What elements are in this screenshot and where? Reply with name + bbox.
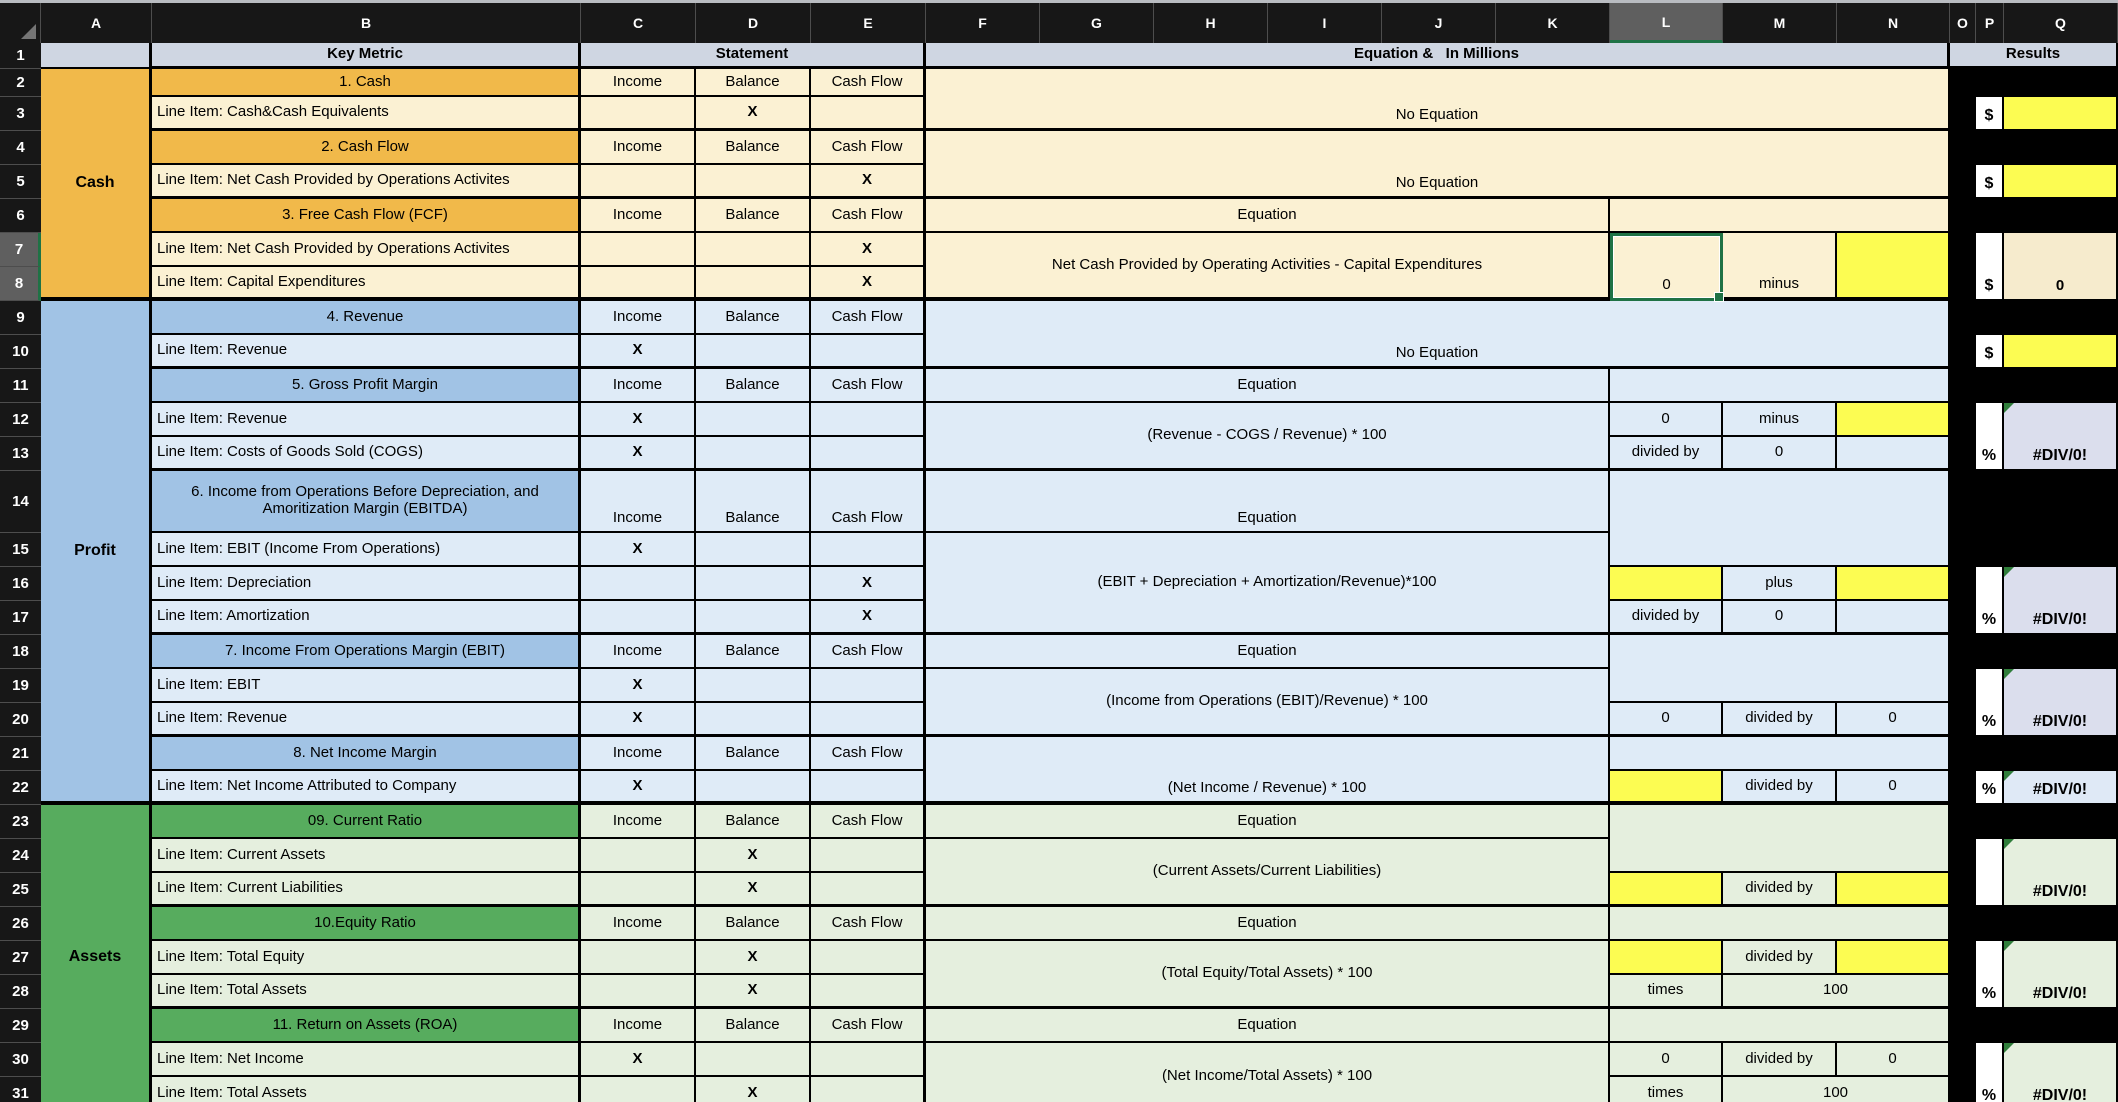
col-header-e[interactable]: E bbox=[811, 3, 926, 43]
cell-C15-x-mark[interactable]: X bbox=[581, 533, 696, 567]
row-header-12[interactable]: 12 bbox=[0, 403, 41, 437]
cell-E6-cash-flow[interactable]: Cash Flow bbox=[811, 199, 926, 233]
cell-D16[interactable] bbox=[696, 567, 811, 601]
cell-C2-income[interactable]: Income bbox=[581, 69, 696, 97]
cell-C14-income[interactable]: Income bbox=[581, 471, 696, 533]
cell-L21[interactable] bbox=[1610, 737, 1950, 771]
cell-C6-income[interactable]: Income bbox=[581, 199, 696, 233]
cell-P16-percent[interactable]: % bbox=[1976, 567, 2004, 635]
cell-Q7-result[interactable]: 0 bbox=[2004, 233, 2118, 301]
cell-D4-balance[interactable]: Balance bbox=[696, 131, 811, 165]
cell-C12-x-mark[interactable]: X bbox=[581, 403, 696, 437]
cell-D11-balance[interactable]: Balance bbox=[696, 369, 811, 403]
cell-F27-equation[interactable]: (Total Equity/Total Assets) * 100 bbox=[926, 941, 1610, 1009]
cell-B12-line-item[interactable]: Line Item: Revenue bbox=[152, 403, 581, 437]
row-header-21[interactable]: 21 bbox=[0, 737, 41, 771]
row-header-6[interactable]: 6 bbox=[0, 199, 41, 233]
cell-E3[interactable] bbox=[811, 97, 926, 131]
cell-D29-balance[interactable]: Balance bbox=[696, 1009, 811, 1043]
cell-C16[interactable] bbox=[581, 567, 696, 601]
row-header-19[interactable]: 19 bbox=[0, 669, 41, 703]
cell-L30-value[interactable]: 0 bbox=[1610, 1043, 1723, 1077]
cell-Q3-result[interactable] bbox=[2004, 97, 2118, 131]
cell-F18-equation-label[interactable]: Equation bbox=[926, 635, 1610, 669]
cell-D25-x-mark[interactable]: X bbox=[696, 873, 811, 907]
row-header-10[interactable]: 10 bbox=[0, 335, 41, 369]
row-header-20[interactable]: 20 bbox=[0, 703, 41, 737]
cell-C19-x-mark[interactable]: X bbox=[581, 669, 696, 703]
cell-D21-balance[interactable]: Balance bbox=[696, 737, 811, 771]
cell-F19-equation[interactable]: (Income from Operations (EBIT)/Revenue) * 100 bbox=[926, 669, 1610, 737]
cell-F9-no-equation[interactable]: No Equation bbox=[926, 301, 1950, 369]
cell-L28-operator[interactable]: times bbox=[1610, 975, 1723, 1009]
cell-D24-x-mark[interactable]: X bbox=[696, 839, 811, 873]
cell-E30[interactable] bbox=[811, 1043, 926, 1077]
cell-M22-operator[interactable]: divided by bbox=[1723, 771, 1837, 805]
cell-Q30-result-error[interactable] bbox=[2004, 1043, 2118, 1102]
cell-L18[interactable] bbox=[1610, 635, 1950, 703]
cell-E18-cash-flow[interactable]: Cash Flow bbox=[811, 635, 926, 669]
cell-C17[interactable] bbox=[581, 601, 696, 635]
cell-E15[interactable] bbox=[811, 533, 926, 567]
cell-E28[interactable] bbox=[811, 975, 926, 1009]
cell-D27-x-mark[interactable]: X bbox=[696, 941, 811, 975]
cell-C8[interactable] bbox=[581, 267, 696, 301]
cell-D2-balance[interactable]: Balance bbox=[696, 69, 811, 97]
row-header-16[interactable]: 16 bbox=[0, 567, 41, 601]
cell-Q27-result-error[interactable] bbox=[2004, 941, 2118, 1009]
cell-P7-dollar[interactable]: $ bbox=[1976, 233, 2004, 301]
cell-P10-dollar[interactable]: $ bbox=[1976, 335, 2004, 369]
cell-L23[interactable] bbox=[1610, 805, 1950, 873]
row-header-9[interactable]: 9 bbox=[0, 301, 41, 335]
error-value: #DIV/0! bbox=[2032, 883, 2088, 901]
cell-C31[interactable] bbox=[581, 1077, 696, 1102]
cell-E21-cash-flow[interactable]: Cash Flow bbox=[811, 737, 926, 771]
cell-E8-x-mark[interactable]: X bbox=[811, 267, 926, 301]
cell-B18-title[interactable]: 7. Income From Operations Margin (EBIT) bbox=[152, 635, 581, 669]
row-header-22[interactable]: 22 bbox=[0, 771, 41, 805]
cell-L16-input[interactable] bbox=[1610, 567, 1723, 601]
cell-L14[interactable] bbox=[1610, 471, 1950, 567]
row-header-26[interactable]: 26 bbox=[0, 907, 41, 941]
cell-B17-line-item[interactable]: Line Item: Amortization bbox=[152, 601, 581, 635]
cell-N20-value[interactable]: 0 bbox=[1837, 703, 1950, 737]
cell-D12[interactable] bbox=[696, 403, 811, 437]
cell-B23-title[interactable]: 09. Current Ratio bbox=[152, 805, 581, 839]
cell-E7-x-mark[interactable]: X bbox=[811, 233, 926, 267]
cell-M27-operator[interactable]: divided by bbox=[1723, 941, 1837, 975]
cell-C21-income[interactable]: Income bbox=[581, 737, 696, 771]
cell-B19-line-item[interactable]: Line Item: EBIT bbox=[152, 669, 581, 703]
cell-F21-equation[interactable]: (Net Income / Revenue) * 100 bbox=[926, 737, 1610, 805]
cell-C9-income[interactable]: Income bbox=[581, 301, 696, 335]
cell-P24[interactable] bbox=[1976, 839, 2004, 907]
cell-M16-operator[interactable]: plus bbox=[1723, 567, 1837, 601]
cell-B2-title[interactable]: 1. Cash bbox=[152, 69, 581, 97]
col-header-a[interactable]: A bbox=[41, 3, 152, 43]
cell-L29[interactable] bbox=[1610, 1009, 1950, 1043]
cell-C22-x-mark[interactable]: X bbox=[581, 771, 696, 805]
cell-B31-line-item[interactable]: Line Item: Total Assets bbox=[152, 1077, 581, 1102]
fill-handle[interactable] bbox=[1714, 292, 1724, 302]
cell-L7-selected[interactable] bbox=[1610, 233, 1723, 301]
cell-B4-title[interactable]: 2. Cash Flow bbox=[152, 131, 581, 165]
row-header-2[interactable]: 2 bbox=[0, 69, 41, 97]
cell-B14-title[interactable]: 6. Income from Operations Before Depreciation, and Amoritization Margin (EBITDA) bbox=[152, 471, 581, 533]
cell-L11[interactable] bbox=[1610, 369, 1950, 403]
error-value: #DIV/0! bbox=[2032, 1087, 2088, 1102]
cell-F4-no-equation[interactable]: No Equation bbox=[926, 131, 1950, 199]
cell-M20-operator[interactable]: divided by bbox=[1723, 703, 1837, 737]
cell-L13-operator[interactable]: divided by bbox=[1610, 437, 1723, 471]
cell-B6-title[interactable]: 3. Free Cash Flow (FCF) bbox=[152, 199, 581, 233]
cell-C1-statement[interactable]: Statement bbox=[581, 43, 926, 69]
col-header-q[interactable]: Q bbox=[2004, 3, 2118, 43]
cell-P30-percent[interactable]: % bbox=[1976, 1043, 2004, 1102]
cell-D22[interactable] bbox=[696, 771, 811, 805]
cell-F15-equation[interactable]: (EBIT + Depreciation + Amortization/Revenue)*100 bbox=[926, 533, 1610, 635]
cell-D9-balance[interactable]: Balance bbox=[696, 301, 811, 335]
cell-N22-value[interactable]: 0 bbox=[1837, 771, 1950, 805]
cell-L27-input[interactable] bbox=[1610, 941, 1723, 975]
cell-B26-title[interactable]: 10.Equity Ratio bbox=[152, 907, 581, 941]
col-header-b[interactable]: B bbox=[152, 3, 581, 43]
cell-D26-balance[interactable]: Balance bbox=[696, 907, 811, 941]
cell-C28[interactable] bbox=[581, 975, 696, 1009]
row-header-4[interactable]: 4 bbox=[0, 131, 41, 165]
error-indicator-icon bbox=[2004, 839, 2014, 849]
cell-Q24-result-error[interactable] bbox=[2004, 839, 2118, 907]
cell-M13-value[interactable]: 0 bbox=[1723, 437, 1837, 471]
cell-B3-line-item[interactable]: Line Item: Cash&Cash Equivalents bbox=[152, 97, 581, 131]
cell-M25-operator[interactable]: divided by bbox=[1723, 873, 1837, 907]
cell-D19[interactable] bbox=[696, 669, 811, 703]
cell-L25-input[interactable] bbox=[1610, 873, 1723, 907]
cell-N25-input[interactable] bbox=[1837, 873, 1950, 907]
cell-C3[interactable] bbox=[581, 97, 696, 131]
col-header-h[interactable]: H bbox=[1154, 3, 1268, 43]
error-value: #DIV/0! bbox=[2032, 611, 2088, 629]
col-header-f[interactable]: F bbox=[926, 3, 1040, 43]
cell-E4-cash-flow[interactable]: Cash Flow bbox=[811, 131, 926, 165]
cell-B20-line-item[interactable]: Line Item: Revenue bbox=[152, 703, 581, 737]
row-header-27[interactable]: 27 bbox=[0, 941, 41, 975]
cell-C4-income[interactable]: Income bbox=[581, 131, 696, 165]
row-header-15[interactable]: 15 bbox=[0, 533, 41, 567]
cell-D17[interactable] bbox=[696, 601, 811, 635]
section-assets[interactable]: Assets bbox=[41, 805, 152, 1102]
section-profit[interactable]: Profit bbox=[41, 301, 152, 805]
cell-E2-cash-flow[interactable]: Cash Flow bbox=[811, 69, 926, 97]
cell-B30-line-item[interactable]: Line Item: Net Income bbox=[152, 1043, 581, 1077]
cell-B1-key-metric[interactable]: Key Metric bbox=[152, 43, 581, 69]
cell-B24-line-item[interactable]: Line Item: Current Assets bbox=[152, 839, 581, 873]
col-header-i[interactable]: I bbox=[1268, 3, 1382, 43]
cell-E27[interactable] bbox=[811, 941, 926, 975]
cell-C7[interactable] bbox=[581, 233, 696, 267]
row-header-31[interactable]: 31 bbox=[0, 1077, 41, 1102]
cell-Q22-result-error[interactable] bbox=[2004, 771, 2118, 805]
cell-B25-line-item[interactable]: Line Item: Current Liabilities bbox=[152, 873, 581, 907]
cell-E5-x-mark[interactable]: X bbox=[811, 165, 926, 199]
row-header-8-selected[interactable]: 8 bbox=[0, 267, 41, 301]
cell-D15[interactable] bbox=[696, 533, 811, 567]
cell-L26[interactable] bbox=[1610, 907, 1950, 941]
cell-N17[interactable] bbox=[1837, 601, 1950, 635]
cell-F24-equation[interactable]: (Current Assets/Current Liabilities) bbox=[926, 839, 1610, 907]
cell-M17-value[interactable]: 0 bbox=[1723, 601, 1837, 635]
cell-C26-income[interactable]: Income bbox=[581, 907, 696, 941]
cell-M30-operator[interactable]: divided by bbox=[1723, 1043, 1837, 1077]
error-value: #DIV/0! bbox=[2032, 985, 2088, 1003]
cell-B28-line-item[interactable]: Line Item: Total Assets bbox=[152, 975, 581, 1009]
cell-N16-input[interactable] bbox=[1837, 567, 1950, 601]
cell-L12-value[interactable]: 0 bbox=[1610, 403, 1723, 437]
cell-E24[interactable] bbox=[811, 839, 926, 873]
cell-E13[interactable] bbox=[811, 437, 926, 471]
row-header-29[interactable]: 29 bbox=[0, 1009, 41, 1043]
cell-D5[interactable] bbox=[696, 165, 811, 199]
col-header-k[interactable]: K bbox=[1496, 3, 1610, 43]
cell-P3-dollar[interactable]: $ bbox=[1976, 97, 2004, 131]
cell-B15-line-item[interactable]: Line Item: EBIT (Income From Operations) bbox=[152, 533, 581, 567]
cell-E16-x-mark[interactable]: X bbox=[811, 567, 926, 601]
cell-Q5-result[interactable] bbox=[2004, 165, 2118, 199]
cell-L17-operator[interactable]: divided by bbox=[1610, 601, 1723, 635]
cell-F23-equation-label[interactable]: Equation bbox=[926, 805, 1610, 839]
cell-B27-line-item[interactable]: Line Item: Total Equity bbox=[152, 941, 581, 975]
row-header-1[interactable]: 1 bbox=[0, 43, 41, 69]
cell-D7[interactable] bbox=[696, 233, 811, 267]
col-header-g[interactable]: G bbox=[1040, 3, 1154, 43]
section-cash[interactable]: Cash bbox=[41, 69, 152, 301]
cell-M31-value[interactable]: 100 bbox=[1723, 1077, 1950, 1102]
cell-C25[interactable] bbox=[581, 873, 696, 907]
cell-F12-equation[interactable]: (Revenue - COGS / Revenue) * 100 bbox=[926, 403, 1610, 471]
cell-B11-title[interactable]: 5. Gross Profit Margin bbox=[152, 369, 581, 403]
cell-D31-x-mark[interactable]: X bbox=[696, 1077, 811, 1102]
cell-E9-cash-flow[interactable]: Cash Flow bbox=[811, 301, 926, 335]
error-value: #DIV/0! bbox=[2032, 713, 2088, 731]
cell-B10-line-item[interactable]: Line Item: Revenue bbox=[152, 335, 581, 369]
error-indicator-icon bbox=[2004, 403, 2014, 413]
cell-C18-income[interactable]: Income bbox=[581, 635, 696, 669]
error-indicator-icon bbox=[2004, 567, 2014, 577]
row-header-23[interactable]: 23 bbox=[0, 805, 41, 839]
cell-C30-x-mark[interactable]: X bbox=[581, 1043, 696, 1077]
cell-C10-x-mark[interactable]: X bbox=[581, 335, 696, 369]
row-header-30[interactable]: 30 bbox=[0, 1043, 41, 1077]
cell-M28-value[interactable]: 100 bbox=[1723, 975, 1950, 1009]
cell-B21-title[interactable]: 8. Net Income Margin bbox=[152, 737, 581, 771]
col-header-m[interactable]: M bbox=[1723, 3, 1837, 43]
cell-D8[interactable] bbox=[696, 267, 811, 301]
row-header-24[interactable]: 24 bbox=[0, 839, 41, 873]
cell-P5-dollar[interactable]: $ bbox=[1976, 165, 2004, 199]
cell-E12[interactable] bbox=[811, 403, 926, 437]
row-header-7-selected[interactable]: 7 bbox=[0, 233, 41, 267]
select-all-corner[interactable] bbox=[0, 3, 41, 43]
cell-E23-cash-flow[interactable]: Cash Flow bbox=[811, 805, 926, 839]
cell-M12-operator[interactable]: minus bbox=[1723, 403, 1837, 437]
cell-F7-equation[interactable]: Net Cash Provided by Operating Activities - Capital Expenditures bbox=[926, 233, 1610, 301]
col-header-n[interactable]: N bbox=[1837, 3, 1950, 43]
cell-N27-input[interactable] bbox=[1837, 941, 1950, 975]
cell-L22-input[interactable] bbox=[1610, 771, 1723, 805]
cell-B16-line-item[interactable]: Line Item: Depreciation bbox=[152, 567, 581, 601]
cell-D23-balance[interactable]: Balance bbox=[696, 805, 811, 839]
row-header-18[interactable]: 18 bbox=[0, 635, 41, 669]
cell-C5[interactable] bbox=[581, 165, 696, 199]
col-header-j[interactable]: J bbox=[1382, 3, 1496, 43]
row-header-5[interactable]: 5 bbox=[0, 165, 41, 199]
error-value: #DIV/0! bbox=[2032, 447, 2088, 465]
cell-F29-equation-label[interactable]: Equation bbox=[926, 1009, 1610, 1043]
cell-B8-line-item[interactable]: Line Item: Capital Expenditures bbox=[152, 267, 581, 301]
cell-E20[interactable] bbox=[811, 703, 926, 737]
cell-L6[interactable] bbox=[1610, 199, 1950, 233]
col-header-d[interactable]: D bbox=[696, 3, 811, 43]
cell-P19-percent[interactable]: % bbox=[1976, 669, 2004, 737]
cell-P12-percent[interactable]: % bbox=[1976, 403, 2004, 471]
cell-D3-x-mark[interactable]: X bbox=[696, 97, 811, 131]
cell-D14-balance[interactable]: Balance bbox=[696, 471, 811, 533]
select-all-triangle-icon bbox=[21, 24, 36, 39]
cell-C27[interactable] bbox=[581, 941, 696, 975]
cell-B29-title[interactable]: 11. Return on Assets (ROA) bbox=[152, 1009, 581, 1043]
cell-E14-cash-flow[interactable]: Cash Flow bbox=[811, 471, 926, 533]
cell-E26-cash-flow[interactable]: Cash Flow bbox=[811, 907, 926, 941]
error-indicator-icon bbox=[2004, 1043, 2014, 1053]
cell-L31-operator[interactable]: times bbox=[1610, 1077, 1723, 1102]
cell-E10[interactable] bbox=[811, 335, 926, 369]
cell-D6-balance[interactable]: Balance bbox=[696, 199, 811, 233]
cell-C20-x-mark[interactable]: X bbox=[581, 703, 696, 737]
col-header-p[interactable]: P bbox=[1976, 3, 2004, 43]
cell-B13-line-item[interactable]: Line Item: Costs of Goods Sold (COGS) bbox=[152, 437, 581, 471]
error-value: #DIV/0! bbox=[2032, 781, 2088, 799]
cell-D10[interactable] bbox=[696, 335, 811, 369]
cell-E19[interactable] bbox=[811, 669, 926, 703]
cell-B5-line-item[interactable]: Line Item: Net Cash Provided by Operations Activites bbox=[152, 165, 581, 199]
cell-F26-equation-label[interactable]: Equation bbox=[926, 907, 1610, 941]
cell-C29-income[interactable]: Income bbox=[581, 1009, 696, 1043]
cell-D20[interactable] bbox=[696, 703, 811, 737]
cell-P27-percent[interactable]: % bbox=[1976, 941, 2004, 1009]
cell-N12-input[interactable] bbox=[1837, 403, 1950, 437]
cell-E11-cash-flow[interactable]: Cash Flow bbox=[811, 369, 926, 403]
cell-D13[interactable] bbox=[696, 437, 811, 471]
cell-D18-balance[interactable]: Balance bbox=[696, 635, 811, 669]
cell-Q10-result[interactable] bbox=[2004, 335, 2118, 369]
cell-P22-percent[interactable]: % bbox=[1976, 771, 2004, 805]
cell-B22-line-item[interactable]: Line Item: Net Income Attributed to Company bbox=[152, 771, 581, 805]
cell-M7-operator[interactable]: minus bbox=[1723, 233, 1837, 301]
cell-C11-income[interactable]: Income bbox=[581, 369, 696, 403]
cell-F6-equation-label[interactable]: Equation bbox=[926, 199, 1610, 233]
cell-B7-line-item[interactable]: Line Item: Net Cash Provided by Operations Activites bbox=[152, 233, 581, 267]
row-header-17[interactable]: 17 bbox=[0, 601, 41, 635]
cell-D30[interactable] bbox=[696, 1043, 811, 1077]
row-header-14[interactable]: 14 bbox=[0, 471, 41, 533]
row-header-13[interactable]: 13 bbox=[0, 437, 41, 471]
row-header-11[interactable]: 11 bbox=[0, 369, 41, 403]
cell-F11-equation-label[interactable]: Equation bbox=[926, 369, 1610, 403]
cell-E17-x-mark[interactable]: X bbox=[811, 601, 926, 635]
cell-C13-x-mark[interactable]: X bbox=[581, 437, 696, 471]
cell-F1-equation-in-millions[interactable]: Equation & In Millions bbox=[926, 43, 1950, 69]
cell-D28-x-mark[interactable]: X bbox=[696, 975, 811, 1009]
cell-A1[interactable] bbox=[41, 43, 152, 69]
cell-E31[interactable] bbox=[811, 1077, 926, 1102]
cell-N30-value[interactable]: 0 bbox=[1837, 1043, 1950, 1077]
col-header-o[interactable]: O bbox=[1950, 3, 1976, 43]
cell-E22[interactable] bbox=[811, 771, 926, 805]
error-indicator-icon bbox=[2004, 669, 2014, 679]
cell-B9-title[interactable]: 4. Revenue bbox=[152, 301, 581, 335]
error-indicator-icon bbox=[2004, 941, 2014, 951]
cell-L20-value[interactable]: 0 bbox=[1610, 703, 1723, 737]
col-header-l-selected[interactable]: L bbox=[1610, 3, 1723, 43]
cell-O1-results[interactable]: Results bbox=[1950, 43, 2118, 69]
cell-Q16-result-error[interactable] bbox=[2004, 567, 2118, 635]
row-header-25[interactable]: 25 bbox=[0, 873, 41, 907]
error-indicator-icon bbox=[2004, 771, 2014, 781]
row-header-3[interactable]: 3 bbox=[0, 97, 41, 131]
col-header-c[interactable]: C bbox=[581, 3, 696, 43]
row-header-28[interactable]: 28 bbox=[0, 975, 41, 1009]
cell-F14-equation-label[interactable]: Equation bbox=[926, 471, 1610, 533]
active-cell-value: 0 bbox=[1662, 276, 1671, 294]
cell-N7-input[interactable] bbox=[1837, 233, 1950, 301]
cell-Q19-result-error[interactable] bbox=[2004, 669, 2118, 737]
cell-F30-equation[interactable]: (Net Income/Total Assets) * 100 bbox=[926, 1043, 1610, 1102]
cell-Q12-result-error[interactable] bbox=[2004, 403, 2118, 471]
cell-E25[interactable] bbox=[811, 873, 926, 907]
cell-F2-no-equation[interactable]: No Equation bbox=[926, 69, 1950, 131]
cell-C23-income[interactable]: Income bbox=[581, 805, 696, 839]
cell-C24[interactable] bbox=[581, 839, 696, 873]
cell-N13[interactable] bbox=[1837, 437, 1950, 471]
cell-E29-cash-flow[interactable]: Cash Flow bbox=[811, 1009, 926, 1043]
